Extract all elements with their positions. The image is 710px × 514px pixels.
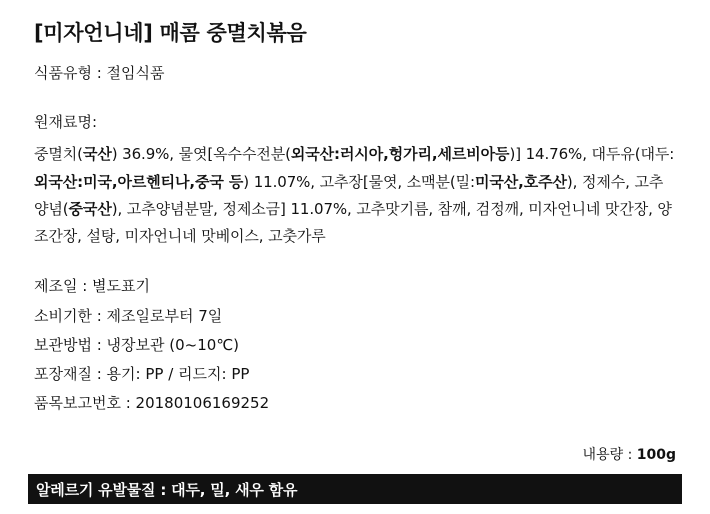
ingredients-text	[34, 141, 676, 250]
ingredient-text-run: 중멸치(	[34, 145, 83, 164]
net-weight	[583, 444, 676, 464]
ingredient-origin-emphasis: 외국산:미국,아르헨티나,중국 등	[34, 172, 244, 191]
allergy-notice-bar: 알레르기 유발물질 : 대두, 밀, 새우 함유	[28, 474, 682, 504]
ingredient-text-run: ) 36.9%, 물엿[옥수수전분(	[111, 145, 291, 164]
ingredient-origin-emphasis: 중국산	[68, 199, 112, 218]
list-item: 포장재질 : 용기: PP / 리드지: PP	[34, 365, 250, 384]
net-weight-label: 내용량 :	[582, 447, 637, 463]
product-info-list	[34, 272, 676, 418]
ingredient-text-run: ), 고추양념분말, 정제소금] 11.07%, 고추맛기름, 참깨, 검정깨, 미자언니네 맛간장, 양조간장, 설탕, 미자언니네 맛베이스, 고춧가루	[34, 199, 672, 246]
food-type-line: 식품유형 : 절임식품	[34, 64, 165, 83]
page-title: [미자언니네] 매콤 중멸치볶음	[34, 21, 307, 45]
ingredient-origin-emphasis: 국산	[82, 145, 112, 164]
list-item: 제조일 : 별도표기	[34, 277, 151, 296]
ingredient-origin-emphasis: 미국산,호주산	[474, 172, 567, 191]
ingredients-heading: 원재료명:	[34, 113, 98, 132]
list-item: 보관방법 : 냉장보관 (0~10℃)	[34, 335, 240, 354]
ingredient-text-run: ), 정제수, 고추양념(	[34, 172, 664, 218]
list-item: 품목보고번호 : 20180106169252	[34, 394, 270, 413]
ingredient-text-run: )] 14.76%, 대두유(대두:	[509, 145, 675, 164]
list-item: 소비기한 : 제조일로부터 7일	[34, 306, 223, 325]
ingredient-origin-emphasis: 외국산:러시아,헝가리,세르비아등	[290, 145, 510, 164]
net-weight-value: 100g	[636, 447, 676, 463]
ingredient-text-run: ) 11.07%, 고추장[물엿, 소맥분(밀:	[243, 172, 475, 191]
